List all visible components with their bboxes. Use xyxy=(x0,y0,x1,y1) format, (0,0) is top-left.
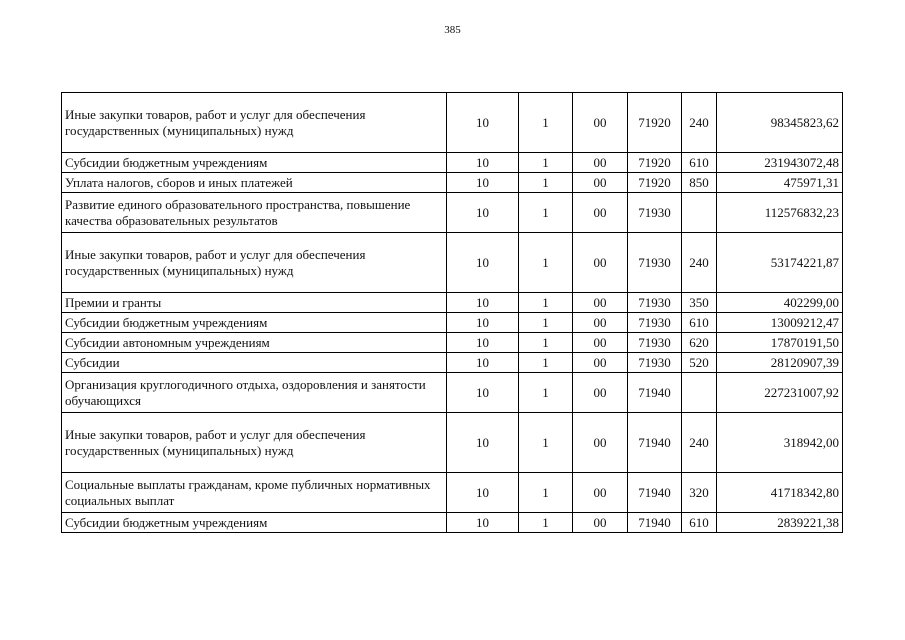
cell-subsection: 1 xyxy=(519,153,573,173)
cell-program: 00 xyxy=(573,473,628,513)
row-name: Социальные выплаты гражданам, кроме публичных нормативных социальных выплат xyxy=(62,473,447,513)
cell-program: 00 xyxy=(573,513,628,533)
cell-amount: 28120907,39 xyxy=(717,353,843,373)
cell-section: 10 xyxy=(447,313,519,333)
cell-expense-type: 620 xyxy=(682,333,717,353)
cell-expense-type: 610 xyxy=(682,153,717,173)
row-name: Иные закупки товаров, работ и услуг для обеспечения государственных (муниципальных) нужд xyxy=(62,413,447,473)
row-name: Развитие единого образовательного пространства, повышение качества образовательных результатов xyxy=(62,193,447,233)
cell-expense-type: 610 xyxy=(682,513,717,533)
cell-amount: 402299,00 xyxy=(717,293,843,313)
cell-section: 10 xyxy=(447,353,519,373)
cell-program: 00 xyxy=(573,313,628,333)
cell-amount: 53174221,87 xyxy=(717,233,843,293)
table-row xyxy=(62,233,843,293)
cell-target-code: 71930 xyxy=(628,233,682,293)
cell-section: 10 xyxy=(447,413,519,473)
cell-program: 00 xyxy=(573,173,628,193)
cell-expense-type: 520 xyxy=(682,353,717,373)
cell-subsection: 1 xyxy=(519,313,573,333)
row-name: Иные закупки товаров, работ и услуг для обеспечения государственных (муниципальных) нужд xyxy=(62,93,447,153)
cell-program: 00 xyxy=(573,233,628,293)
cell-section: 10 xyxy=(447,293,519,313)
row-name: Субсидии бюджетным учреждениям xyxy=(62,513,447,533)
cell-section: 10 xyxy=(447,153,519,173)
cell-program: 00 xyxy=(573,413,628,473)
cell-subsection: 1 xyxy=(519,473,573,513)
table-row xyxy=(62,333,843,353)
cell-section: 10 xyxy=(447,373,519,413)
cell-section: 10 xyxy=(447,333,519,353)
cell-program: 00 xyxy=(573,333,628,353)
cell-target-code: 71930 xyxy=(628,353,682,373)
cell-target-code: 71920 xyxy=(628,173,682,193)
cell-section: 10 xyxy=(447,473,519,513)
cell-subsection: 1 xyxy=(519,193,573,233)
cell-subsection: 1 xyxy=(519,413,573,473)
table-row xyxy=(62,513,843,533)
cell-target-code: 71930 xyxy=(628,333,682,353)
cell-expense-type: 610 xyxy=(682,313,717,333)
cell-expense-type: 350 xyxy=(682,293,717,313)
row-name: Субсидии бюджетным учреждениям xyxy=(62,153,447,173)
cell-expense-type: 850 xyxy=(682,173,717,193)
cell-subsection: 1 xyxy=(519,513,573,533)
cell-amount: 17870191,50 xyxy=(717,333,843,353)
table-row xyxy=(62,413,843,473)
cell-subsection: 1 xyxy=(519,233,573,293)
cell-expense-type: 240 xyxy=(682,93,717,153)
cell-section: 10 xyxy=(447,193,519,233)
cell-subsection: 1 xyxy=(519,93,573,153)
cell-program: 00 xyxy=(573,353,628,373)
table-row xyxy=(62,293,843,313)
cell-amount: 2839221,38 xyxy=(717,513,843,533)
budget-table xyxy=(61,92,843,533)
row-name: Уплата налогов, сборов и иных платежей xyxy=(62,173,447,193)
cell-subsection: 1 xyxy=(519,353,573,373)
cell-subsection: 1 xyxy=(519,293,573,313)
row-name: Субсидии автономным учреждениям xyxy=(62,333,447,353)
cell-target-code: 71930 xyxy=(628,293,682,313)
cell-target-code: 71920 xyxy=(628,93,682,153)
page-number: 385 xyxy=(444,24,461,36)
cell-program: 00 xyxy=(573,93,628,153)
table-row xyxy=(62,473,843,513)
cell-expense-type: 240 xyxy=(682,233,717,293)
cell-target-code: 71940 xyxy=(628,373,682,413)
table-row xyxy=(62,313,843,333)
cell-program: 00 xyxy=(573,153,628,173)
cell-amount: 112576832,23 xyxy=(717,193,843,233)
cell-section: 10 xyxy=(447,93,519,153)
row-name: Субсидии бюджетным учреждениям xyxy=(62,313,447,333)
cell-subsection: 1 xyxy=(519,173,573,193)
table-row xyxy=(62,373,843,413)
cell-target-code: 71940 xyxy=(628,513,682,533)
cell-section: 10 xyxy=(447,173,519,193)
cell-amount: 475971,31 xyxy=(717,173,843,193)
cell-target-code: 71940 xyxy=(628,413,682,473)
cell-target-code: 71920 xyxy=(628,153,682,173)
row-name: Субсидии xyxy=(62,353,447,373)
cell-subsection: 1 xyxy=(519,373,573,413)
cell-section: 10 xyxy=(447,513,519,533)
cell-expense-type: 240 xyxy=(682,413,717,473)
cell-amount: 318942,00 xyxy=(717,413,843,473)
table-row xyxy=(62,153,843,173)
cell-expense-type: 320 xyxy=(682,473,717,513)
row-name: Иные закупки товаров, работ и услуг для обеспечения государственных (муниципальных) нужд xyxy=(62,233,447,293)
table-row xyxy=(62,353,843,373)
cell-program: 00 xyxy=(573,373,628,413)
cell-section: 10 xyxy=(447,233,519,293)
cell-amount: 13009212,47 xyxy=(717,313,843,333)
row-name: Организация круглогодичного отдыха, оздоровления и занятости обучающихся xyxy=(62,373,447,413)
cell-target-code: 71940 xyxy=(628,473,682,513)
cell-target-code: 71930 xyxy=(628,193,682,233)
cell-expense-type xyxy=(682,373,717,413)
table-row xyxy=(62,173,843,193)
row-name: Премии и гранты xyxy=(62,293,447,313)
table-row xyxy=(62,93,843,153)
cell-amount: 231943072,48 xyxy=(717,153,843,173)
cell-expense-type xyxy=(682,193,717,233)
table-row xyxy=(62,193,843,233)
cell-program: 00 xyxy=(573,193,628,233)
cell-subsection: 1 xyxy=(519,333,573,353)
cell-target-code: 71930 xyxy=(628,313,682,333)
cell-amount: 98345823,62 xyxy=(717,93,843,153)
cell-amount: 41718342,80 xyxy=(717,473,843,513)
cell-program: 00 xyxy=(573,293,628,313)
cell-amount: 227231007,92 xyxy=(717,373,843,413)
